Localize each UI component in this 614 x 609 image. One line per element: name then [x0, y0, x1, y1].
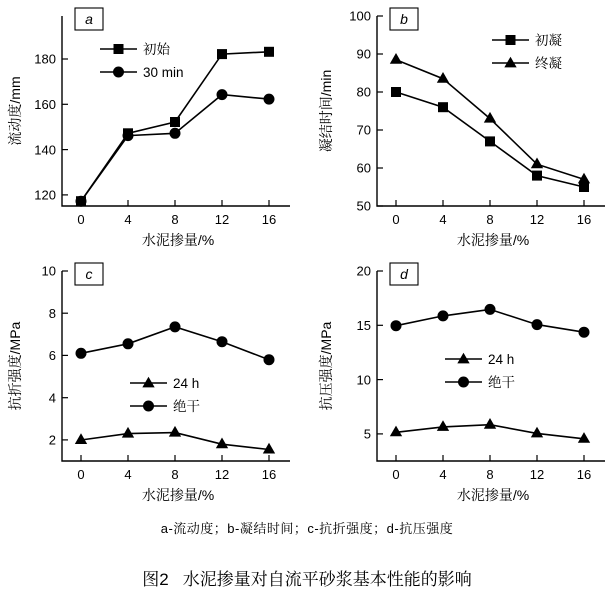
series-30min-a: [76, 90, 274, 207]
y-tick-label: 20: [356, 263, 371, 279]
x-tick-label: 12: [529, 467, 545, 482]
y-axis-title-b: 凝结时间/min: [318, 69, 334, 153]
y-ticks-b: [349, 9, 383, 214]
caption-subpanel-list: a-流动度；b-凝结时间；c-抗折强度；d-抗压强度: [160, 521, 454, 536]
x-tick-label: 0: [77, 212, 85, 227]
y-axis-title-c: 抗折强度/MPa: [7, 321, 23, 411]
y-tick-label: 5: [363, 426, 371, 442]
y-tick-label: 50: [356, 198, 371, 214]
legend-label: 绝干: [173, 399, 200, 414]
legend-marker-square: [114, 45, 123, 54]
y-tick-label: 120: [34, 187, 56, 203]
y-tick-label: 80: [356, 84, 371, 100]
x-tick-label: 8: [486, 212, 494, 227]
y-tick-label: 8: [48, 305, 56, 321]
figure-caption: [0, 565, 614, 590]
panel-label-d: d: [400, 266, 408, 282]
chart-panel-d: [307, 255, 614, 505]
plot-area-b: [318, 8, 605, 248]
x-tick-label: 16: [261, 212, 277, 227]
plot-area-a: [7, 8, 290, 248]
y-ticks-a: [34, 52, 68, 203]
series-juegan-c: [76, 322, 274, 365]
x-tick-label: 4: [439, 467, 447, 482]
legend-label: 绝干: [488, 375, 515, 390]
x-tick-label: 12: [214, 467, 230, 482]
legend-label: 初始: [143, 42, 170, 57]
series-zhongning-b: [391, 54, 590, 183]
panel-label-a: a: [85, 11, 93, 27]
chart-svg-c: [0, 255, 307, 505]
y-tick-label: 10: [356, 372, 371, 388]
x-tick-label: 12: [529, 212, 545, 227]
y-ticks-d: [357, 264, 383, 442]
x-tick-label: 0: [392, 212, 400, 227]
x-tick-label: 8: [171, 467, 179, 482]
x-axis-title-c: 水泥掺量/%: [141, 487, 215, 503]
x-tick-label: 12: [214, 212, 230, 227]
y-tick-label: 100: [349, 8, 371, 24]
chart-panel-b: [307, 0, 614, 250]
y-ticks-c: [42, 264, 68, 448]
legend-d: [445, 352, 515, 390]
series-24h-d: [391, 419, 590, 442]
x-ticks-b: [392, 200, 591, 227]
x-tick-label: 4: [124, 467, 132, 482]
x-tick-label: 16: [261, 467, 277, 482]
chart-panel-c: [0, 255, 307, 505]
x-axis-title-a: 水泥掺量/%: [141, 232, 215, 248]
y-tick-label: 4: [48, 390, 56, 406]
y-tick-label: 15: [356, 318, 371, 333]
chart-panel-a: [0, 0, 307, 250]
legend-label: 30 min: [143, 65, 184, 80]
series-juegan-d: [391, 304, 589, 337]
legend-a: [100, 42, 184, 80]
plot-area-c: [7, 263, 290, 503]
y-tick-label: 10: [41, 263, 56, 279]
y-tick-label: 160: [34, 97, 56, 112]
x-tick-label: 0: [392, 467, 400, 482]
x-tick-label: 4: [124, 212, 132, 227]
y-axis-title-d: 抗压强度/MPa: [318, 321, 334, 411]
x-tick-label: 8: [171, 212, 179, 227]
axis-lines-a: [62, 16, 290, 206]
plot-area-d: [318, 263, 605, 503]
legend-marker-square: [506, 36, 515, 45]
legend-marker-circle: [459, 377, 469, 387]
figure-number: 图2: [142, 570, 169, 589]
y-tick-label: 60: [356, 160, 371, 176]
panel-label-b: b: [400, 11, 408, 27]
legend-label: 初凝: [535, 33, 562, 48]
legend-b: [492, 32, 563, 71]
x-tick-label: 0: [77, 467, 85, 482]
x-axis-title-b: 水泥掺量/%: [456, 232, 530, 248]
y-axis-title-a: 流动度/mm: [7, 76, 23, 146]
axis-lines-b: [377, 16, 605, 206]
figure-title: 水泥掺量对自流平砂浆基本性能的影响: [182, 570, 472, 589]
x-ticks-a: [77, 200, 276, 227]
y-tick-label: 6: [48, 348, 56, 364]
legend-c: [130, 376, 200, 414]
y-tick-label: 90: [356, 46, 371, 62]
x-tick-label: 4: [439, 212, 447, 227]
chart-svg-a: [0, 0, 307, 250]
y-tick-label: 2: [48, 432, 56, 448]
legend-marker-circle: [114, 67, 124, 77]
y-tick-label: 70: [356, 122, 371, 138]
y-tick-label: 180: [34, 51, 56, 67]
x-tick-label: 8: [486, 467, 494, 482]
x-ticks-d: [392, 455, 591, 482]
chart-svg-b: [307, 0, 614, 250]
chart-svg-d: [307, 255, 614, 505]
legend-label: 24 h: [488, 352, 515, 367]
x-tick-label: 16: [576, 467, 592, 482]
series-chuning-b: [392, 88, 589, 192]
x-ticks-c: [77, 455, 276, 482]
x-tick-label: 16: [576, 212, 592, 227]
legend-label: 24 h: [173, 376, 200, 391]
y-tick-label: 140: [34, 142, 56, 158]
legend-marker-circle: [144, 401, 154, 411]
legend-label: 终凝: [535, 56, 562, 71]
x-axis-title-d: 水泥掺量/%: [456, 487, 530, 503]
series-24h-c: [76, 427, 275, 453]
panel-label-c: c: [85, 266, 93, 282]
